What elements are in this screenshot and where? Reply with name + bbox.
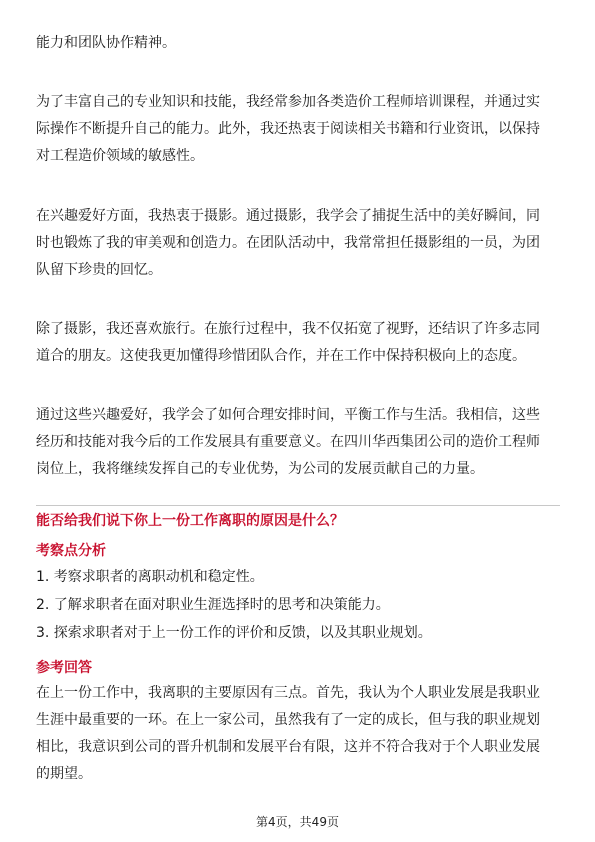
paragraph-line: 队留下珍贵的回忆。 xyxy=(36,262,162,278)
paragraph-line: 际操作不断提升自己的能力。此外，我还热衷于阅读相关书籍和行业资讯，以保持 xyxy=(36,121,540,137)
paragraph-line: 在兴趣爱好方面，我热衷于摄影。通过摄影，我学会了捕捉生活中的美好瞬间，同 xyxy=(36,208,540,224)
answer-line: 相比，我意识到公司的晋升机制和发展平台有限，这并不符合我对于个人职业发展 xyxy=(36,739,540,755)
paragraph-line: 经历和技能对我今后的工作发展具有重要意义。在四川华西集团公司的造价工程师 xyxy=(36,434,540,450)
answer-paragraph xyxy=(36,680,560,788)
paragraph-line: 对工程造价领域的敏感性。 xyxy=(36,148,204,164)
analysis-item: 3. 探索求职者对于上一份工作的评价和反馈，以及其职业规划。 xyxy=(36,625,432,641)
analysis-item: 2. 了解求职者在面对职业生涯选择时的思考和决策能力。 xyxy=(36,597,390,613)
analysis-heading: 考察点分析 xyxy=(36,543,106,559)
paragraph-line: 道合的朋友。这使我更加懂得珍惜团队合作，并在工作中保持积极向上的态度。 xyxy=(36,348,526,364)
paragraph-training xyxy=(36,89,560,170)
answer-line: 的期望。 xyxy=(36,766,92,782)
paragraph-line: 岗位上，我将继续发挥自己的专业优势，为公司的发展贡献自己的力量。 xyxy=(36,461,484,477)
page-number: 第4页，共49页 xyxy=(256,815,339,829)
interview-question: 能否给我们说下你上一份工作离职的原因是什么？ xyxy=(36,513,344,529)
paragraph-intro-tail xyxy=(36,30,560,57)
answer-line: 在上一份工作中，我离职的主要原因有三点。首先，我认为个人职业发展是我职业 xyxy=(36,685,540,701)
analysis-item: 1. 考察求职者的离职动机和稳定性。 xyxy=(36,569,264,585)
section-divider xyxy=(36,505,560,506)
paragraph-line: 通过这些兴趣爱好，我学会了如何合理安排时间，平衡工作与生活。我相信，这些 xyxy=(36,407,540,423)
paragraph-line: 除了摄影，我还喜欢旅行。在旅行过程中，我不仅拓宽了视野，还结识了许多志同 xyxy=(36,321,540,337)
paragraph-line: 能力和团队协作精神。 xyxy=(36,35,176,51)
paragraph-conclusion xyxy=(36,402,560,483)
paragraph-line: 时也锻炼了我的审美观和创造力。在团队活动中，我常常担任摄影组的一员，为团 xyxy=(36,235,540,251)
answer-line: 生涯中最重要的一环。在上一家公司，虽然我有了一定的成长，但与我的职业规划 xyxy=(36,712,540,728)
paragraph-photography xyxy=(36,203,560,284)
paragraph-line: 为了丰富自己的专业知识和技能，我经常参加各类造价工程师培训课程，并通过实 xyxy=(36,94,540,110)
answer-heading: 参考回答 xyxy=(36,660,92,676)
paragraph-travel xyxy=(36,316,560,370)
